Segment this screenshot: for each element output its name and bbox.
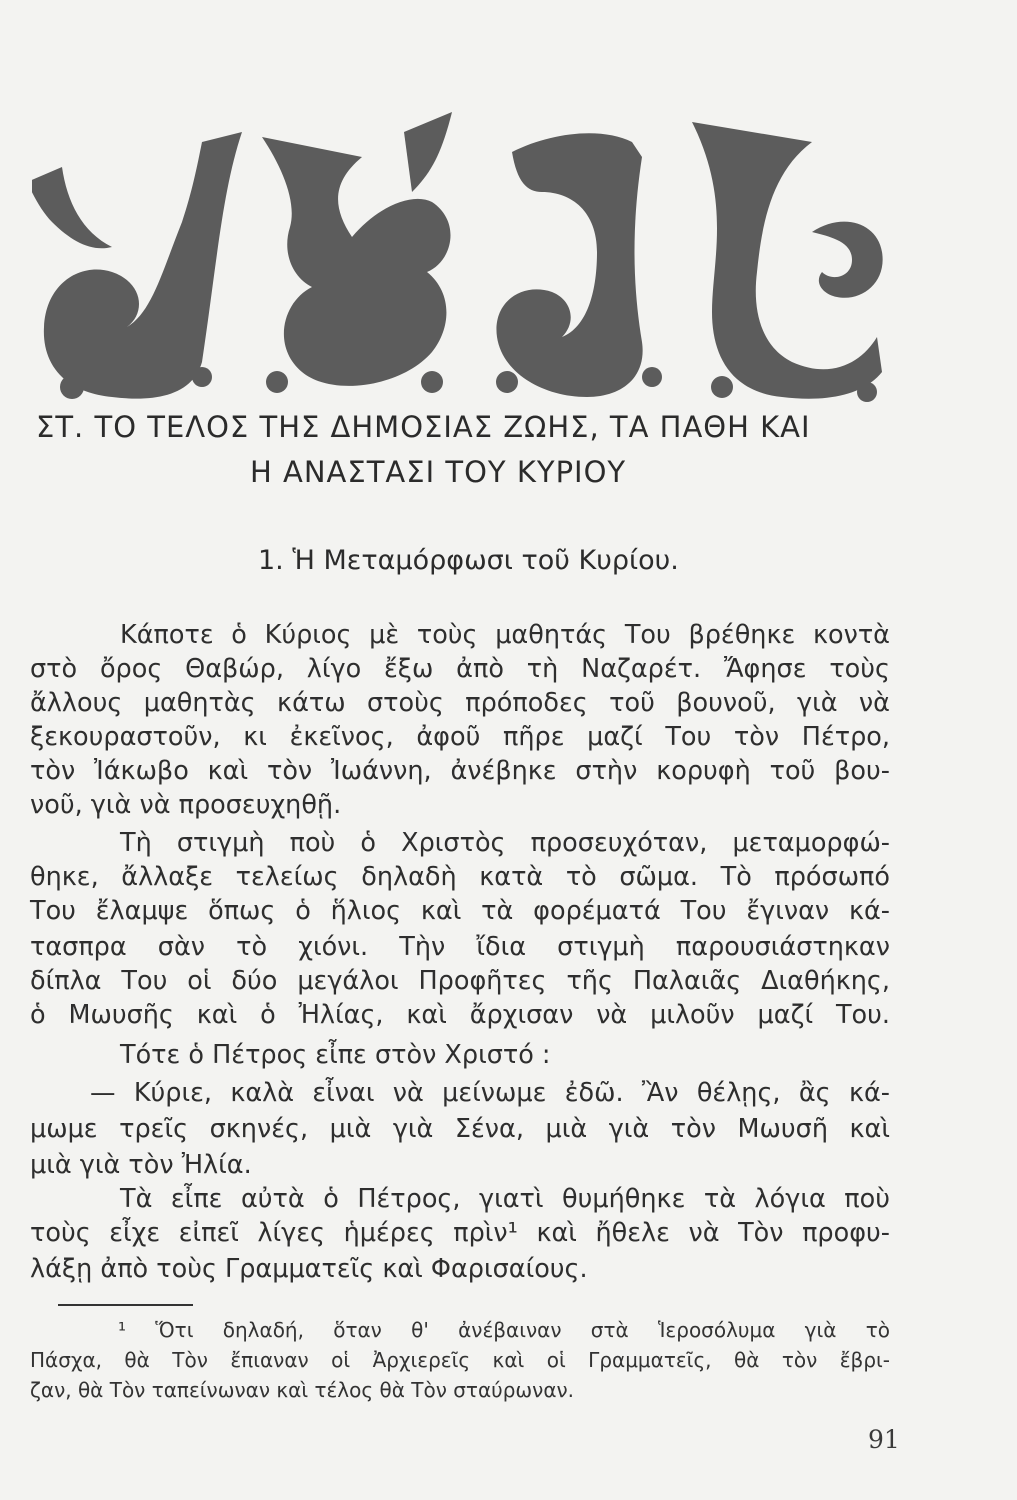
section-heading: 1. Ἡ Μεταμόρφωσι τοῦ Κυρίου. <box>258 545 679 576</box>
body-line: δίπλα Του οἱ δύο μεγάλοι Προφῆτες τῆς Παλαιᾶς Διαθήκης, <box>30 966 890 996</box>
footnote-line: ζαν, θὰ Τὸν ταπείνωναν καὶ τέλος θὰ Τὸν σταύρωναν. <box>30 1378 575 1402</box>
ornament-motif-3 <box>496 133 662 397</box>
body-line: τὸν Ἰάκωβο καὶ τὸν Ἰωάννη, ἀνέβηκε στὴν κορυφὴ τοῦ βου- <box>30 756 890 786</box>
body-line: Κάποτε ὁ Κύριος μὲ τοὺς μαθητάς Του βρέθηκε κοντὰ <box>120 620 890 650</box>
body-line: Τότε ὁ Πέτρος εἶπε στὸν Χριστό : <box>120 1040 551 1070</box>
chapter-title-line-2: Η ΑΝΑΣΤΑΣΙ ΤΟΥ ΚΥΡΙΟΥ <box>250 455 627 489</box>
footnote-line: Πάσχα, θὰ Τὸν ἔπιαναν οἱ Ἀρχιερεῖς καὶ οἱ Γραμματεῖς, θὰ τὸν ἔβρι- <box>30 1348 890 1372</box>
body-line: θηκε, ἄλλαξε τελείως δηλαδὴ κατὰ τὸ σῶμα. Τὸ πρόσωπό <box>30 862 890 892</box>
ornament-motif-2 <box>262 112 452 393</box>
body-line: ἄλλους μαθητὰς κάτω στοὺς πρόποδες τοῦ βουνοῦ, γιὰ νὰ <box>30 688 890 718</box>
body-line: ὁ Μωυσῆς καὶ ὁ Ἠλίας, καὶ ἄρχισαν νὰ μιλοῦν μαζί Του. <box>30 1000 890 1030</box>
ornament-motif-4 <box>692 122 883 402</box>
body-line: μωμε τρεῖς σκηνές, μιὰ γιὰ Σένα, μιὰ γιὰ τὸν Μωυσῆ καὶ <box>30 1114 890 1144</box>
body-line: τασπρα σὰν τὸ χιόνι. Τὴν ἴδια στιγμὴ παρουσιάστηκαν <box>30 932 890 962</box>
body-line: Του ἔλαμψε ὅπως ὁ ἥλιος καὶ τὰ φορέματά Του ἔγιναν κά- <box>30 896 890 926</box>
body-line: Τὴ στιγμὴ ποὺ ὁ Χριστὸς προσευχόταν, μεταμορφώ- <box>120 828 890 858</box>
footnote-divider <box>58 1304 193 1306</box>
body-line: μιὰ γιὰ τὸν Ἠλία. <box>30 1150 252 1180</box>
body-line: νοῦ, γιὰ νὰ προσευχηθῇ. <box>30 790 342 820</box>
footnote-line: ¹ Ὅτι δηλαδή, ὅταν θ' ἀνέβαιναν στὰ Ἱεροσόλυμα γιὰ τὸ <box>118 1318 890 1342</box>
body-line: λάξῃ ἀπὸ τοὺς Γραμματεῖς καὶ Φαρισαίους. <box>30 1254 588 1284</box>
body-line: ξεκουραστοῦν, κι ἐκεῖνος, ἀφοῦ πῆρε μαζί Του τὸν Πέτρο, <box>30 722 890 752</box>
body-line: — Κύριε, καλὰ εἶναι νὰ μείνωμε ἐδῶ. Ἂν θέλῃς, ἂς κά- <box>90 1078 890 1108</box>
chapter-title-line-1: ΣΤ. ΤΟ ΤΕΛΟΣ ΤΗΣ ΔΗΜΟΣΙΑΣ ΖΩΗΣ, ΤΑ ΠΑΘΗ ΚΑΙ <box>36 410 811 444</box>
body-line: τοὺς εἶχε εἰπεῖ λίγες ἡμέρες πρὶν¹ καὶ ἤθελε νὰ Τὸν προφυ- <box>30 1218 890 1248</box>
ornament-motif-1 <box>32 132 242 399</box>
ornamental-header-band <box>32 112 884 402</box>
body-line: στὸ ὄρος Θαβώρ, λίγο ἔξω ἀπὸ τὴ Ναζαρέτ. Ἄφησε τοὺς <box>30 654 890 684</box>
page-number: 91 <box>868 1425 900 1454</box>
body-line: Τὰ εἶπε αὐτὰ ὁ Πέτρος, γιατὶ θυμήθηκε τὰ λόγια ποὺ <box>120 1184 890 1214</box>
